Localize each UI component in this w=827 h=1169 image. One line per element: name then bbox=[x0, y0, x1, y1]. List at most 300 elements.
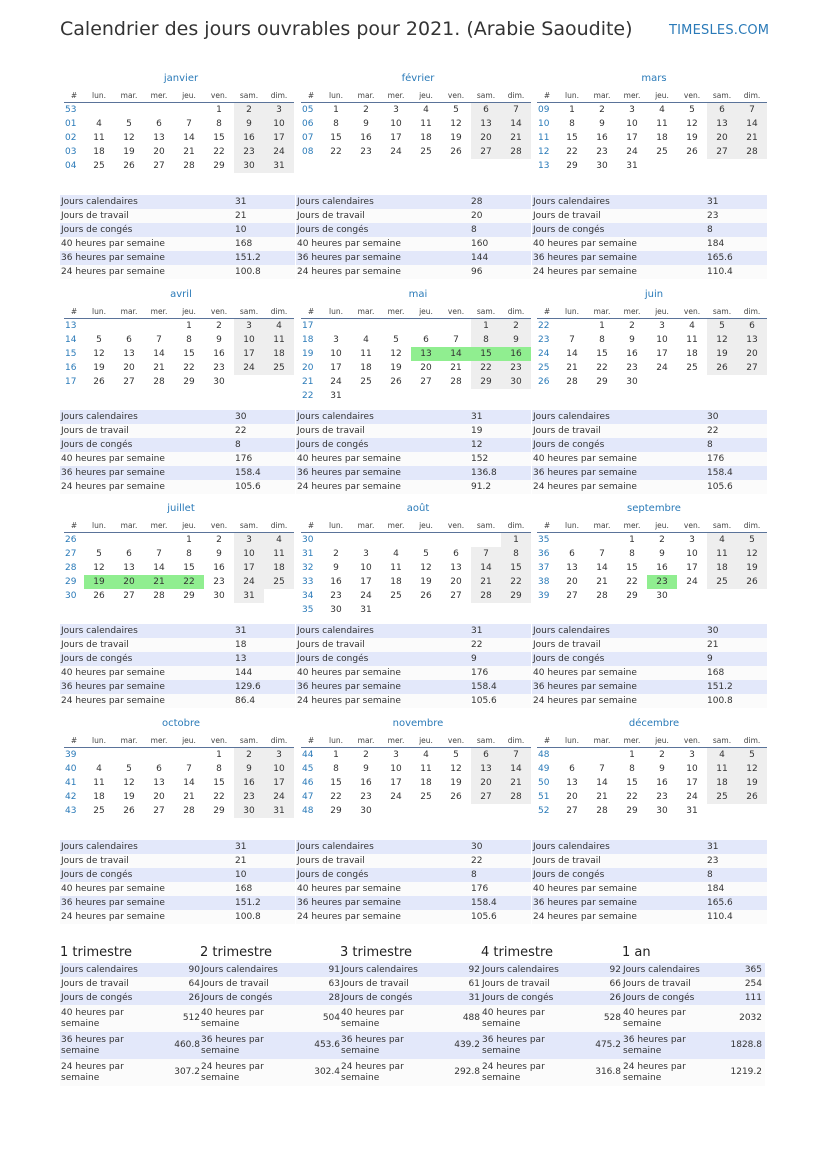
month-calendar bbox=[537, 715, 761, 818]
stats-value: 105.6 bbox=[470, 910, 531, 924]
day-cell: 30 bbox=[596, 161, 608, 171]
day-cell: 17 bbox=[264, 776, 294, 790]
stats-value: 30 bbox=[234, 410, 295, 424]
day-cell bbox=[737, 159, 767, 173]
stats-label: 24 heures par semaine bbox=[532, 480, 706, 494]
week-number: 27 bbox=[65, 549, 77, 559]
month-name: octobre bbox=[161, 718, 201, 729]
day-cell: 22 bbox=[213, 792, 225, 802]
summary-row bbox=[481, 991, 624, 1005]
day-cell: 16 bbox=[213, 349, 225, 359]
day-cell: 23 bbox=[234, 145, 264, 159]
week-row bbox=[301, 776, 531, 790]
day-cell: 22 bbox=[330, 147, 342, 157]
stats-row bbox=[296, 410, 531, 424]
summary-row bbox=[200, 1005, 343, 1032]
day-cell: 9 bbox=[234, 117, 264, 131]
day-cell bbox=[501, 804, 531, 818]
summary-label: Jours calendaires bbox=[340, 963, 443, 977]
day-cell bbox=[114, 533, 144, 548]
stats-label: 36 heures par semaine bbox=[532, 251, 706, 265]
week-number: 41 bbox=[65, 778, 77, 788]
day-cell: 22 bbox=[596, 363, 608, 373]
week-number: 19 bbox=[302, 349, 314, 359]
week-row bbox=[64, 804, 294, 818]
day-cell: 8 bbox=[333, 119, 339, 129]
month-days-table bbox=[537, 88, 767, 173]
month-calendar bbox=[301, 70, 525, 159]
day-cell: 6 bbox=[471, 748, 501, 763]
day-cell: 15 bbox=[213, 778, 225, 788]
stats-row bbox=[532, 223, 767, 237]
day-cell bbox=[441, 319, 471, 334]
summary-label: Jours de travail bbox=[622, 977, 725, 991]
day-cell: 23 bbox=[234, 790, 264, 804]
day-cell: 19 bbox=[450, 133, 462, 143]
summary-label: 40 heures par semaine bbox=[60, 1005, 163, 1032]
summary-stats bbox=[622, 963, 765, 1086]
day-cell: 13 bbox=[471, 117, 501, 131]
day-cell: 2 bbox=[216, 535, 222, 545]
day-cell: 6 bbox=[423, 335, 429, 345]
weekday-header: mer. bbox=[144, 88, 174, 103]
day-cell: 11 bbox=[707, 547, 737, 561]
day-cell: 13 bbox=[411, 347, 441, 361]
day-cell: 25 bbox=[686, 363, 698, 373]
day-cell: 2 bbox=[659, 750, 665, 760]
summary-row bbox=[60, 977, 203, 991]
day-cell: 10 bbox=[234, 547, 264, 561]
day-cell: 6 bbox=[126, 335, 132, 345]
weekday-header: ven. bbox=[441, 733, 471, 748]
day-cell: 3 bbox=[264, 103, 294, 118]
stats-label: Jours de congés bbox=[532, 438, 706, 452]
week-number: 20 bbox=[302, 363, 314, 373]
stats-row bbox=[532, 854, 767, 868]
week-number: 06 bbox=[302, 119, 314, 129]
day-cell: 25 bbox=[707, 575, 737, 589]
stats-value: 100.8 bbox=[234, 265, 295, 279]
day-cell: 17 bbox=[686, 563, 698, 573]
day-cell: 4 bbox=[96, 764, 102, 774]
day-cell: 15 bbox=[501, 561, 531, 575]
day-cell: 18 bbox=[390, 577, 402, 587]
day-cell bbox=[471, 389, 501, 403]
day-cell: 29 bbox=[213, 161, 225, 171]
stats-value: 23 bbox=[706, 854, 767, 868]
week-number: 17 bbox=[65, 377, 77, 387]
day-cell: 10 bbox=[390, 119, 402, 129]
weekday-header: sam. bbox=[707, 304, 737, 319]
stats-row bbox=[532, 424, 767, 438]
day-cell: 23 bbox=[596, 147, 608, 157]
stats-row bbox=[296, 466, 531, 480]
week-number: 02 bbox=[65, 133, 77, 143]
day-cell: 19 bbox=[450, 778, 462, 788]
day-cell: 21 bbox=[144, 575, 174, 589]
weekday-header: mer. bbox=[144, 518, 174, 533]
month-days-table bbox=[301, 518, 531, 617]
day-cell: 28 bbox=[471, 589, 501, 603]
summary-value: 453.6 bbox=[303, 1032, 343, 1059]
stats-row bbox=[296, 265, 531, 279]
day-cell: 21 bbox=[183, 147, 195, 157]
stats-label: Jours de congés bbox=[532, 868, 706, 882]
week-row bbox=[301, 762, 531, 776]
stats-label: 24 heures par semaine bbox=[60, 694, 234, 708]
day-cell: 10 bbox=[686, 764, 698, 774]
day-cell: 13 bbox=[737, 333, 767, 347]
day-cell: 27 bbox=[153, 806, 165, 816]
day-cell: 12 bbox=[123, 778, 135, 788]
month-calendar bbox=[64, 500, 288, 603]
day-cell: 8 bbox=[333, 764, 339, 774]
stats-value: 165.6 bbox=[706, 251, 767, 265]
stats-value: 151.2 bbox=[706, 680, 767, 694]
stats-label: 24 heures par semaine bbox=[296, 694, 470, 708]
day-cell: 17 bbox=[360, 577, 372, 587]
stats-row bbox=[532, 638, 767, 652]
day-cell: 23 bbox=[360, 792, 372, 802]
weekday-header: # bbox=[301, 304, 321, 319]
week-number: 17 bbox=[302, 321, 314, 331]
day-cell: 25 bbox=[420, 147, 432, 157]
month-stats bbox=[296, 840, 531, 924]
day-cell: 6 bbox=[569, 764, 575, 774]
day-cell: 30 bbox=[656, 591, 668, 601]
summary-label: Jours calendaires bbox=[200, 963, 303, 977]
stats-value: 30 bbox=[470, 840, 531, 854]
week-number: 08 bbox=[302, 147, 314, 157]
stats-label: 40 heures par semaine bbox=[60, 882, 234, 896]
day-cell: 1 bbox=[216, 750, 222, 760]
month-stats bbox=[296, 195, 531, 279]
stats-row bbox=[532, 882, 767, 896]
day-cell: 12 bbox=[450, 764, 462, 774]
day-cell bbox=[144, 748, 174, 763]
day-cell: 26 bbox=[93, 377, 105, 387]
stats-row bbox=[60, 666, 295, 680]
day-cell: 13 bbox=[471, 762, 501, 776]
weekday-header: sam. bbox=[234, 518, 264, 533]
stats-label: Jours de travail bbox=[532, 209, 706, 223]
summary-label: 36 heures par semaine bbox=[481, 1032, 584, 1059]
summary-row bbox=[200, 1059, 343, 1086]
day-cell: 15 bbox=[596, 349, 608, 359]
day-cell: 18 bbox=[264, 561, 294, 575]
stats-label: 24 heures par semaine bbox=[60, 265, 234, 279]
stats-row bbox=[532, 438, 767, 452]
day-cell: 31 bbox=[234, 589, 264, 603]
weekday-header: ven. bbox=[204, 733, 234, 748]
day-cell: 17 bbox=[626, 133, 638, 143]
day-cell: 10 bbox=[264, 762, 294, 776]
stats-row bbox=[60, 466, 295, 480]
weekday-header: jeu. bbox=[647, 88, 677, 103]
day-cell: 20 bbox=[566, 792, 578, 802]
day-cell: 24 bbox=[264, 790, 294, 804]
day-cell: 4 bbox=[423, 105, 429, 115]
summary-row bbox=[60, 1059, 203, 1086]
stats-row bbox=[296, 840, 531, 854]
stats-label: Jours de travail bbox=[532, 638, 706, 652]
weekday-header: dim. bbox=[737, 733, 767, 748]
stats-value: 176 bbox=[706, 452, 767, 466]
week-number: 51 bbox=[538, 792, 550, 802]
stats-row bbox=[296, 666, 531, 680]
summary-label: 36 heures par semaine bbox=[340, 1032, 443, 1059]
day-cell: 24 bbox=[686, 792, 698, 802]
week-row bbox=[64, 547, 294, 561]
week-row bbox=[537, 333, 767, 347]
stats-value: 151.2 bbox=[234, 251, 295, 265]
day-cell: 14 bbox=[501, 117, 531, 131]
summary-row bbox=[481, 1059, 624, 1086]
day-cell: 12 bbox=[737, 547, 767, 561]
day-cell: 23 bbox=[213, 363, 225, 373]
stats-value: 105.6 bbox=[470, 694, 531, 708]
summary-value: 61 bbox=[443, 977, 483, 991]
day-cell: 9 bbox=[629, 335, 635, 345]
week-number: 31 bbox=[302, 549, 314, 559]
day-cell: 15 bbox=[566, 133, 578, 143]
week-row bbox=[537, 804, 767, 818]
day-cell: 22 bbox=[174, 575, 204, 589]
day-cell: 21 bbox=[471, 575, 501, 589]
week-row bbox=[537, 575, 767, 589]
day-cell bbox=[84, 748, 114, 763]
day-cell: 3 bbox=[689, 750, 695, 760]
day-cell: 30 bbox=[213, 377, 225, 387]
weekday-header: mer. bbox=[381, 518, 411, 533]
summary-value: 475.2 bbox=[584, 1032, 624, 1059]
summary-value: 254 bbox=[725, 977, 765, 991]
summary-row bbox=[622, 991, 765, 1005]
stats-row bbox=[532, 466, 767, 480]
day-cell bbox=[84, 319, 114, 334]
weekday-header: dim. bbox=[501, 733, 531, 748]
day-cell bbox=[441, 389, 471, 403]
weekday-header: jeu. bbox=[174, 733, 204, 748]
stats-label: Jours calendaires bbox=[296, 195, 470, 209]
stats-row bbox=[60, 868, 295, 882]
day-cell: 5 bbox=[707, 319, 737, 334]
day-cell: 21 bbox=[596, 577, 608, 587]
weekday-header: mar. bbox=[587, 518, 617, 533]
day-cell: 13 bbox=[566, 563, 578, 573]
stats-value: 144 bbox=[470, 251, 531, 265]
week-row bbox=[537, 533, 767, 548]
stats-label: 36 heures par semaine bbox=[60, 896, 234, 910]
day-cell: 5 bbox=[393, 335, 399, 345]
day-cell: 29 bbox=[183, 591, 195, 601]
weekday-header: lun. bbox=[557, 304, 587, 319]
day-cell: 27 bbox=[420, 377, 432, 387]
day-cell: 21 bbox=[596, 792, 608, 802]
day-cell: 17 bbox=[330, 363, 342, 373]
weekday-header: dim. bbox=[737, 518, 767, 533]
weekday-header: sam. bbox=[471, 518, 501, 533]
week-number: 32 bbox=[302, 563, 314, 573]
week-row bbox=[537, 762, 767, 776]
weekday-header: mar. bbox=[587, 304, 617, 319]
summary-row bbox=[622, 1005, 765, 1032]
weekday-header: jeu. bbox=[647, 518, 677, 533]
summary-row bbox=[200, 977, 343, 991]
weekday-header: mar. bbox=[587, 733, 617, 748]
summary-label: 36 heures par semaine bbox=[60, 1032, 163, 1059]
week-row bbox=[537, 375, 767, 389]
day-cell: 5 bbox=[96, 335, 102, 345]
week-row bbox=[537, 790, 767, 804]
day-cell bbox=[381, 319, 411, 334]
day-cell: 27 bbox=[707, 145, 737, 159]
summary-value: 2032 bbox=[725, 1005, 765, 1032]
day-cell: 3 bbox=[333, 335, 339, 345]
stats-label: Jours de congés bbox=[532, 652, 706, 666]
day-cell: 25 bbox=[93, 161, 105, 171]
day-cell: 3 bbox=[363, 549, 369, 559]
day-cell: 16 bbox=[234, 776, 264, 790]
stats-label: 36 heures par semaine bbox=[532, 466, 706, 480]
stats-row bbox=[296, 680, 531, 694]
day-cell: 30 bbox=[330, 605, 342, 615]
weekday-header: ven. bbox=[677, 88, 707, 103]
summary-label: 40 heures par semaine bbox=[622, 1005, 725, 1032]
stats-value: 10 bbox=[234, 868, 295, 882]
day-cell: 9 bbox=[659, 549, 665, 559]
day-cell: 16 bbox=[234, 131, 264, 145]
week-row bbox=[64, 533, 294, 548]
day-cell: 23 bbox=[360, 147, 372, 157]
summary-row bbox=[481, 1032, 624, 1059]
day-cell: 18 bbox=[420, 778, 432, 788]
day-cell: 27 bbox=[471, 145, 501, 159]
day-cell: 9 bbox=[234, 762, 264, 776]
stats-value: 28 bbox=[470, 195, 531, 209]
day-cell: 24 bbox=[360, 591, 372, 601]
stats-row bbox=[60, 882, 295, 896]
month-days-table bbox=[301, 733, 531, 818]
weekday-header: ven. bbox=[677, 518, 707, 533]
summary-value: 307.2 bbox=[163, 1059, 203, 1086]
day-cell: 2 bbox=[363, 750, 369, 760]
brand-link[interactable]: TIMESLES.COM bbox=[669, 23, 770, 38]
week-row bbox=[537, 361, 767, 375]
stats-label: 24 heures par semaine bbox=[60, 480, 234, 494]
week-number: 10 bbox=[538, 119, 550, 129]
week-number: 13 bbox=[538, 161, 550, 171]
day-cell: 21 bbox=[501, 131, 531, 145]
day-cell bbox=[471, 804, 501, 818]
stats-row bbox=[60, 680, 295, 694]
summary-row bbox=[340, 991, 483, 1005]
day-cell: 4 bbox=[689, 321, 695, 331]
stats-label: 40 heures par semaine bbox=[60, 452, 234, 466]
stats-row bbox=[532, 480, 767, 494]
week-number: 04 bbox=[65, 161, 77, 171]
stats-value: 21 bbox=[234, 854, 295, 868]
day-cell bbox=[351, 319, 381, 334]
day-cell: 8 bbox=[186, 549, 192, 559]
day-cell bbox=[471, 533, 501, 548]
day-cell: 25 bbox=[707, 790, 737, 804]
weekday-header: lun. bbox=[84, 88, 114, 103]
day-cell bbox=[587, 533, 617, 548]
stats-value: 13 bbox=[234, 652, 295, 666]
day-cell: 16 bbox=[596, 133, 608, 143]
day-cell: 22 bbox=[626, 577, 638, 587]
stats-label: 40 heures par semaine bbox=[532, 237, 706, 251]
summary-row bbox=[622, 1059, 765, 1086]
summary-value: 26 bbox=[584, 991, 624, 1005]
weekday-header: mer. bbox=[381, 88, 411, 103]
day-cell: 19 bbox=[707, 347, 737, 361]
summary-label: 24 heures par semaine bbox=[60, 1059, 163, 1086]
day-cell: 7 bbox=[599, 549, 605, 559]
stats-value: 31 bbox=[234, 840, 295, 854]
week-number: 35 bbox=[302, 605, 314, 615]
day-cell: 9 bbox=[216, 549, 222, 559]
weekday-header: sam. bbox=[707, 88, 737, 103]
stats-row bbox=[532, 868, 767, 882]
summary-label: Jours de congés bbox=[200, 991, 303, 1005]
day-cell: 24 bbox=[234, 361, 264, 375]
month-stats bbox=[60, 624, 295, 708]
day-cell bbox=[471, 603, 501, 617]
day-cell: 20 bbox=[737, 347, 767, 361]
day-cell bbox=[501, 389, 531, 403]
stats-row bbox=[296, 251, 531, 265]
day-cell: 16 bbox=[501, 347, 531, 361]
stats-value: 8 bbox=[470, 868, 531, 882]
day-cell: 26 bbox=[93, 591, 105, 601]
weekday-header: # bbox=[301, 733, 321, 748]
day-cell: 2 bbox=[216, 321, 222, 331]
stats-value: 100.8 bbox=[234, 910, 295, 924]
month-calendar bbox=[537, 70, 761, 173]
day-cell: 4 bbox=[264, 533, 294, 548]
day-cell: 4 bbox=[393, 549, 399, 559]
month-calendar bbox=[64, 70, 288, 173]
day-cell: 30 bbox=[234, 804, 264, 818]
summary-value: 66 bbox=[584, 977, 624, 991]
summary-label: Jours de travail bbox=[481, 977, 584, 991]
summary-row bbox=[340, 1005, 483, 1032]
stats-row bbox=[296, 694, 531, 708]
stats-row bbox=[296, 910, 531, 924]
day-cell bbox=[441, 603, 471, 617]
week-number: 28 bbox=[65, 563, 77, 573]
day-cell: 23 bbox=[656, 792, 668, 802]
stats-row bbox=[532, 896, 767, 910]
day-cell bbox=[557, 319, 587, 334]
day-cell: 23 bbox=[330, 591, 342, 601]
day-cell: 19 bbox=[737, 776, 767, 790]
summary-value: 91 bbox=[303, 963, 343, 977]
stats-label: 40 heures par semaine bbox=[60, 237, 234, 251]
summary-label: 24 heures par semaine bbox=[481, 1059, 584, 1086]
summary-label: 24 heures par semaine bbox=[200, 1059, 303, 1086]
summary-row bbox=[340, 977, 483, 991]
month-name: mars bbox=[641, 73, 667, 84]
week-row bbox=[64, 333, 294, 347]
stats-label: Jours de travail bbox=[60, 209, 234, 223]
week-row bbox=[301, 131, 531, 145]
stats-label: Jours calendaires bbox=[296, 410, 470, 424]
day-cell: 1 bbox=[599, 321, 605, 331]
week-row bbox=[64, 589, 294, 603]
